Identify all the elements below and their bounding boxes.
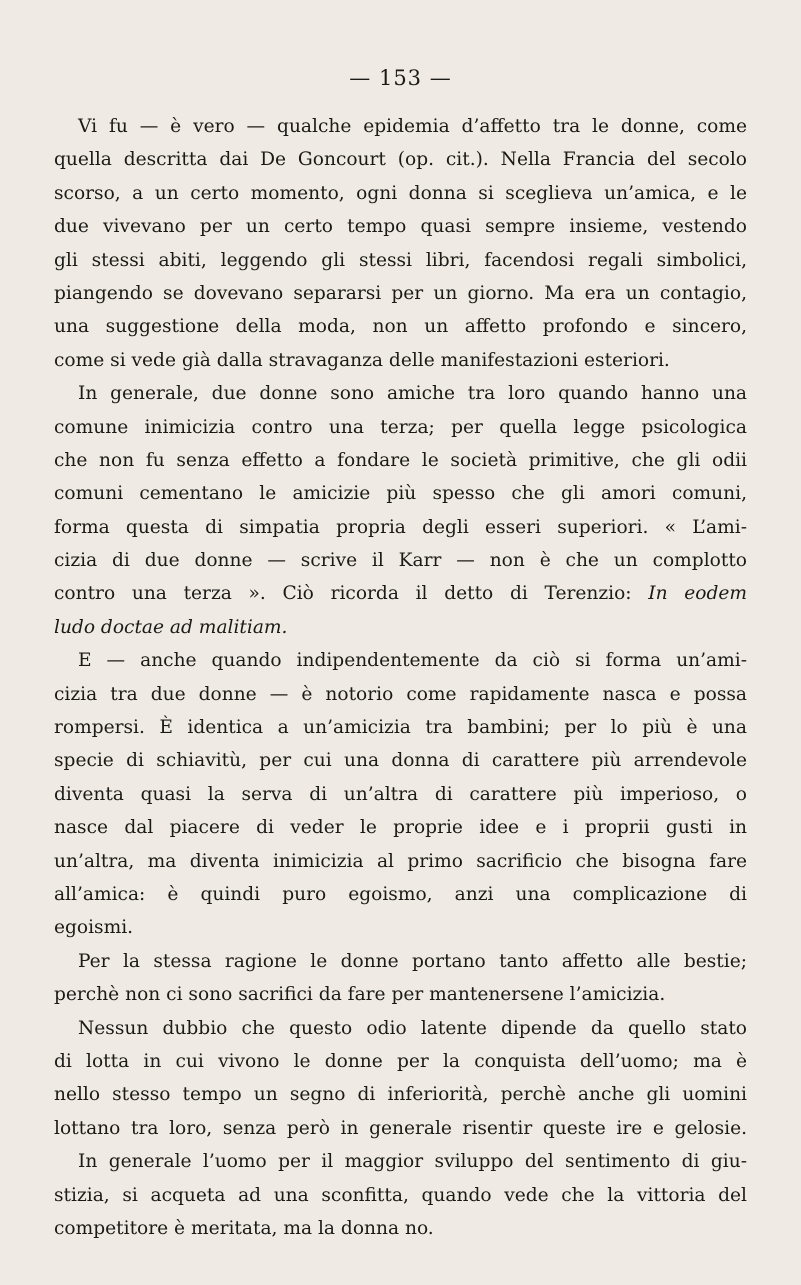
text-line: diventa quasi la serva di un’altra di carattere più imperioso, o: [54, 783, 747, 805]
text-line-segment: contro una terza ». Ciò ricorda il detto di Terenzio:: [54, 583, 632, 605]
text-line: comuni cementano le amicizie più spesso che gli amori comuni,: [54, 483, 747, 505]
text-line: egoismi.: [54, 917, 134, 939]
text-line: In generale l’uomo per il maggior sviluppo del sentimento di giu-: [78, 1151, 747, 1173]
text-line: un’altra, ma diventa inimicizia al primo sacrificio che bisogna fare: [54, 850, 747, 872]
text-line: competitore è meritata, ma la donna no.: [54, 1217, 434, 1239]
latin-quote-line: ludo doctae ad malitiam.: [54, 616, 288, 638]
text-line: scorso, a un certo momento, ogni donna si sceglieva un’amica, e le: [54, 182, 747, 204]
text-line: cizia tra due donne — è notorio come rapidamente nasca e possa: [54, 683, 747, 705]
text-line: In generale, due donne sono amiche tra loro quando hanno una: [78, 383, 747, 405]
text-line: come si vede già dalla stravaganza delle manifestazioni esteriori.: [54, 349, 670, 371]
text-line: gli stessi abiti, leggendo gli stessi libri, facendosi regali simbolici,: [54, 249, 747, 271]
text-line: [54, 577, 747, 610]
latin-quote: In eodem: [648, 583, 747, 605]
text-line: una suggestione della moda, non un affetto profondo e sincero,: [54, 316, 747, 338]
text-line: forma questa di simpatia propria degli esseri superiori. « L’ami-: [54, 516, 747, 538]
text-line: rompersi. È identica a un’amicizia tra bambini; per lo più è una: [54, 717, 747, 739]
text-line: comune inimicizia contro una terza; per quella legge psicologica: [54, 416, 747, 438]
text-line: cizia di due donne — scrive il Karr — non è che un complotto: [54, 550, 747, 572]
text-line: stizia, si acqueta ad una sconfitta, quando vede che la vittoria del: [54, 1184, 747, 1206]
text-line: di lotta in cui vivono le donne per la conquista dell’uomo; ma è: [54, 1050, 747, 1072]
text-line: specie di schiavitù, per cui una donna di carattere più arrendevole: [54, 750, 747, 772]
text-line: che non fu senza effetto a fondare le società primitive, che gli odii: [54, 449, 747, 471]
text-line: all’amica: è quindi puro egoismo, anzi una complicazione di: [54, 883, 747, 905]
text-line: lottano tra loro, senza però in generale risentir queste ire e gelosie.: [54, 1117, 747, 1139]
text-line: piangendo se dovevano separarsi per un giorno. Ma era un contagio,: [54, 282, 747, 304]
text-line: perchè non ci sono sacrifici da fare per mantenersene l’amicizia.: [54, 984, 666, 1006]
body-text: [54, 110, 747, 1245]
text-line: E — anche quando indipendentemente da ciò si forma un’ami-: [78, 650, 747, 672]
text-line: due vivevano per un certo tempo quasi sempre insieme, vestendo: [54, 216, 747, 238]
text-line: Vi fu — è vero — qualche epidemia d’affetto tra le donne, come: [78, 116, 747, 137]
text-line: quella descritta dai De Goncourt (op. cit.). Nella Francia del secolo: [54, 149, 747, 171]
text-line: nasce dal piacere di veder le proprie idee e i proprii gusti in: [54, 817, 747, 839]
text-line: nello stesso tempo un segno di inferiorità, perchè anche gli uomini: [54, 1084, 747, 1106]
page-number: — 153 —: [349, 66, 452, 90]
text-line: Nessun dubbio che questo odio latente dipende da quello stato: [78, 1017, 747, 1039]
text-line: Per la stessa ragione le donne portano tanto affetto alle bestie;: [78, 950, 747, 972]
